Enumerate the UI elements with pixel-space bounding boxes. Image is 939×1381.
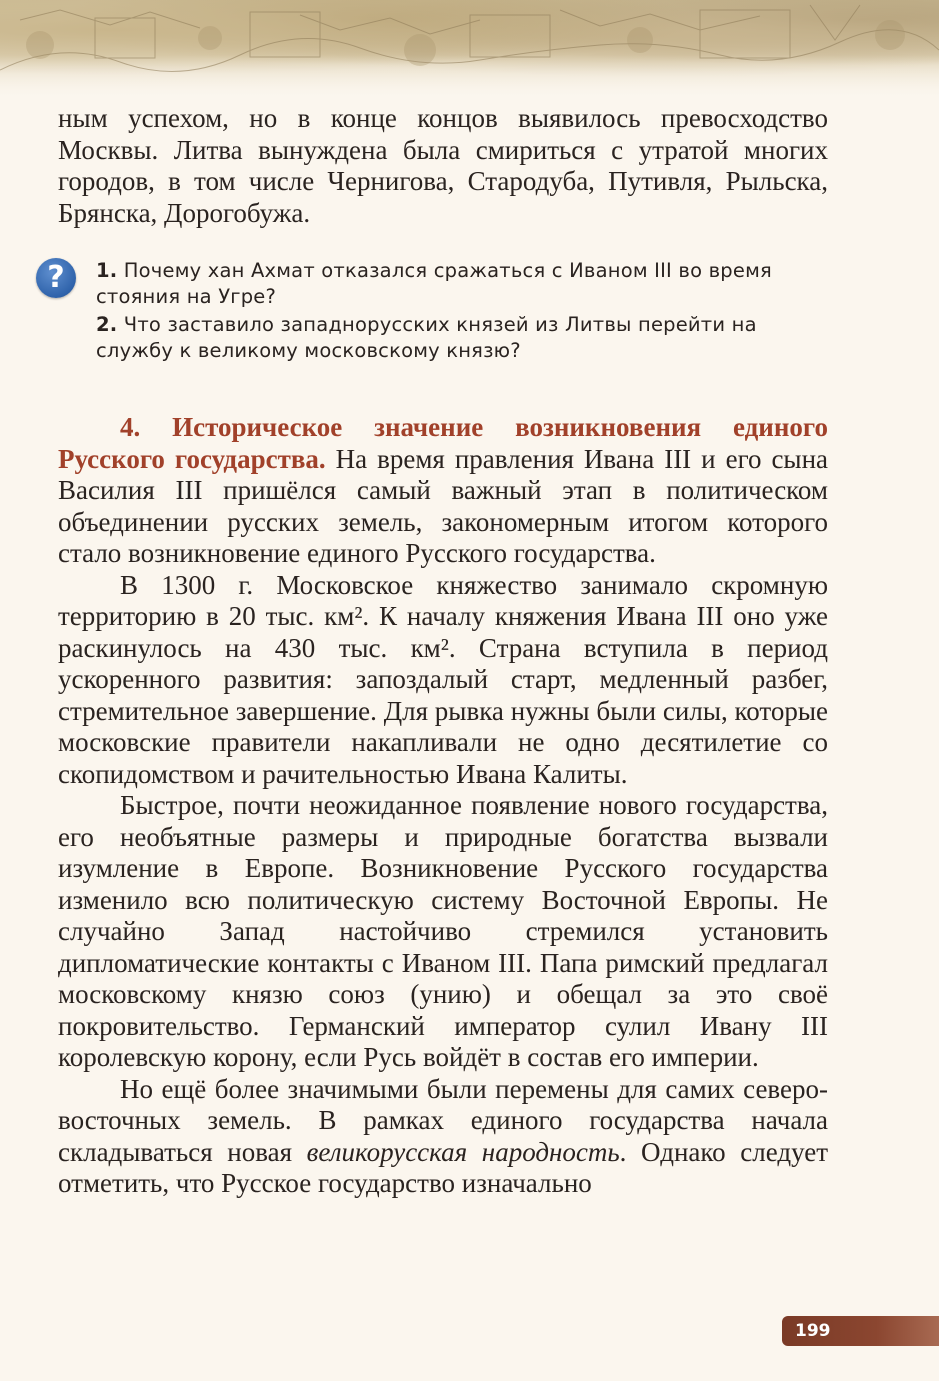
question-item xyxy=(96,312,831,364)
page-number: 199 xyxy=(795,1321,831,1341)
last-text-before: Но ещё более значимыми были перемены для самих северо-восточных земель. В рамках единого государства начала складываться новая xyxy=(58,1073,828,1167)
body-paragraph-last xyxy=(58,1074,828,1200)
question-item xyxy=(96,258,831,310)
review-questions xyxy=(96,258,831,366)
last-text-after: . Однако следует отметить, что Русское государство изначально xyxy=(58,1136,829,1198)
question-number: 1. xyxy=(96,259,118,282)
intro-paragraph xyxy=(58,103,828,229)
section-lead-paragraph xyxy=(58,412,828,570)
body-paragraph: В 1300 г. Московское княжество занимало скромную территорию в 20 тыс. км². К началу княжения Ивана III оно уже раскинулось на 430 тыс. км². Страна вступила в период ускоренного развития: запоздалый старт, медленный разбег, стремительное завершение. Для рывка нужны были силы, которые московские правители накапливали не одно десятилетие со скопидомством и рачительностью Ивана Калиты. xyxy=(58,569,828,789)
question-number: 2. xyxy=(96,313,118,336)
question-mark-icon: ? xyxy=(36,258,76,298)
section-title: 4. Историческое значение возникновения единого Русского государства. xyxy=(58,412,828,474)
section-lead-text: На время правления Ивана III и его сына Василия III пришёлся самый важный этап в политическом объединении русских земель, закономерным итогом которого стало возникновение единого Русского государства. xyxy=(58,443,829,568)
body-paragraph: Быстрое, почти неожиданное появление нового государства, его необъятные размеры и природные богатства вызвали изумление в Европе. Возникновение Русского государства изменило всю политическую систему Восточной Европы. Не случайно Запад настойчиво стремился установить дипломатические контакты с Иваном III. Папа римский предлагал московскому князю союз (унию) и обещал за это своё покровительство. Германский император сулил Ивану III королевскую корону, если Русь войдёт в состав его империи. xyxy=(58,790,828,1072)
question-text: Почему хан Ахмат отказался сражаться с Иваном III во время стояния на Угре? xyxy=(96,259,772,308)
intro-text: ным успехом, но в конце концов выявилось превосходство Москвы. Литва вынуждена была смириться с утратой многих городов, в том числе Чернигова, Стародуба, Путивля, Рыльска, Брянска, Дорогобужа. xyxy=(58,103,828,228)
section-body xyxy=(58,412,828,1200)
term-italic: великорусская народность xyxy=(306,1136,620,1167)
header-manuscript-illustration xyxy=(0,0,939,95)
question-text: Что заставило западнорусских князей из Литвы перейти на службу к великому московскому князю? xyxy=(96,313,757,362)
